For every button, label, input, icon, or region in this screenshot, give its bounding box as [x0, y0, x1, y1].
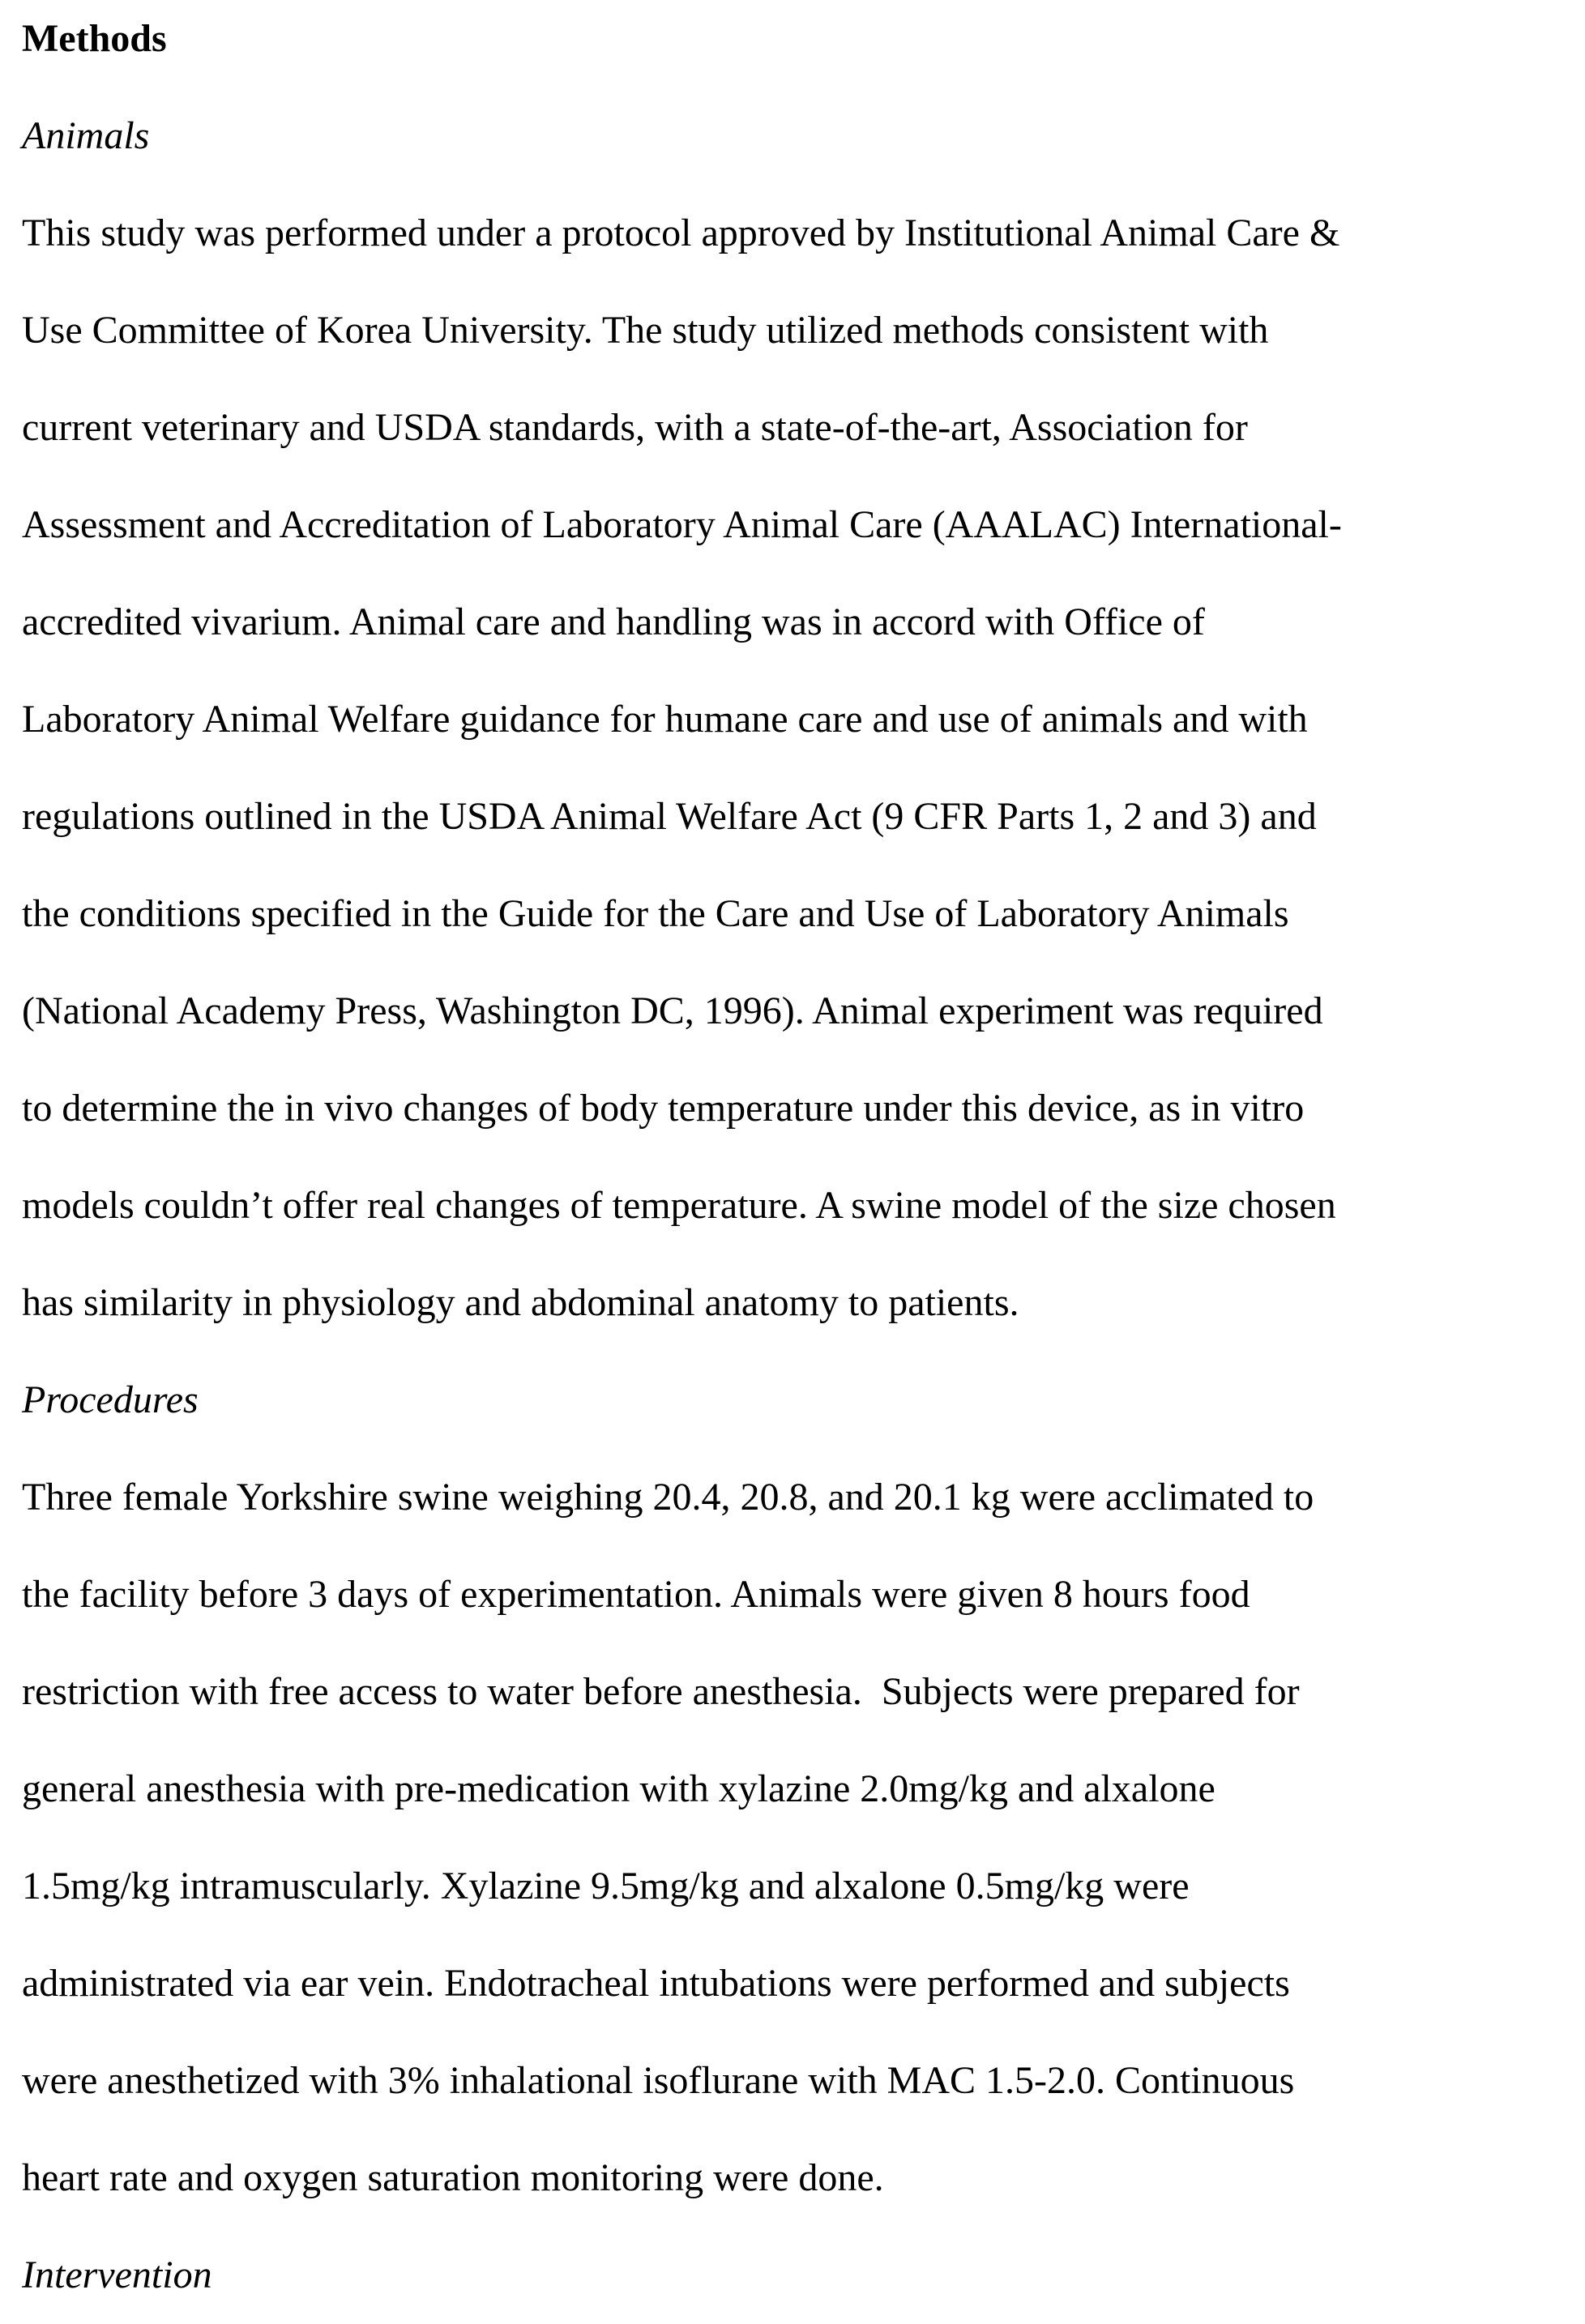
body-line: heart rate and oxygen saturation monitoring were done.: [22, 2156, 884, 2199]
subsection-heading-procedures: Procedures: [22, 1378, 199, 1421]
body-line: to determine the in vivo changes of body temperature under this device, as in vitro: [22, 1087, 1305, 1130]
body-line: general anesthesia with pre-medication with xylazine 2.0mg/kg and alxalone: [22, 1767, 1215, 1810]
body-line: the conditions specified in the Guide for the Care and Use of Laboratory Animals: [22, 892, 1289, 935]
body-line: (National Academy Press, Washington DC, 1996). Animal experiment was required: [22, 989, 1323, 1032]
body-line: 1.5mg/kg intramuscularly. Xylazine 9.5mg/kg and alxalone 0.5mg/kg were: [22, 1865, 1190, 1907]
body-line: Laboratory Animal Welfare guidance for humane care and use of animals and with: [22, 698, 1308, 741]
body-line: has similarity in physiology and abdominal anatomy to patients.: [22, 1281, 1019, 1324]
body-line: current veterinary and USDA standards, with a state-of-the-art, Association for: [22, 406, 1248, 449]
subsection-heading-intervention: Intervention: [22, 2254, 212, 2296]
section-heading-methods: Methods: [22, 17, 167, 60]
body-line: Assessment and Accreditation of Laboratory Animal Care (AAALAC) International-: [22, 503, 1342, 546]
body-line: This study was performed under a protocol approved by Institutional Animal Care &: [22, 211, 1340, 254]
body-line: were anesthetized with 3% inhalational isoflurane with MAC 1.5-2.0. Continuous: [22, 2059, 1295, 2102]
body-line: Three female Yorkshire swine weighing 20.4, 20.8, and 20.1 kg were acclimated to: [22, 1476, 1314, 1519]
body-line: accredited vivarium. Animal care and handling was in accord with Office of: [22, 600, 1205, 643]
body-line: models couldn’t offer real changes of temperature. A swine model of the size chosen: [22, 1184, 1336, 1227]
body-line: restriction with free access to water before anesthesia. Subjects were prepared for: [22, 1670, 1300, 1713]
body-line: regulations outlined in the USDA Animal Welfare Act (9 CFR Parts 1, 2 and 3) and: [22, 795, 1317, 838]
body-line: Use Committee of Korea University. The study utilized methods consistent with: [22, 309, 1269, 352]
body-line: the facility before 3 days of experimentation. Animals were given 8 hours food: [22, 1573, 1250, 1616]
body-line: administrated via ear vein. Endotracheal intubations were performed and subjects: [22, 1962, 1290, 2005]
subsection-heading-animals: Animals: [22, 114, 150, 157]
